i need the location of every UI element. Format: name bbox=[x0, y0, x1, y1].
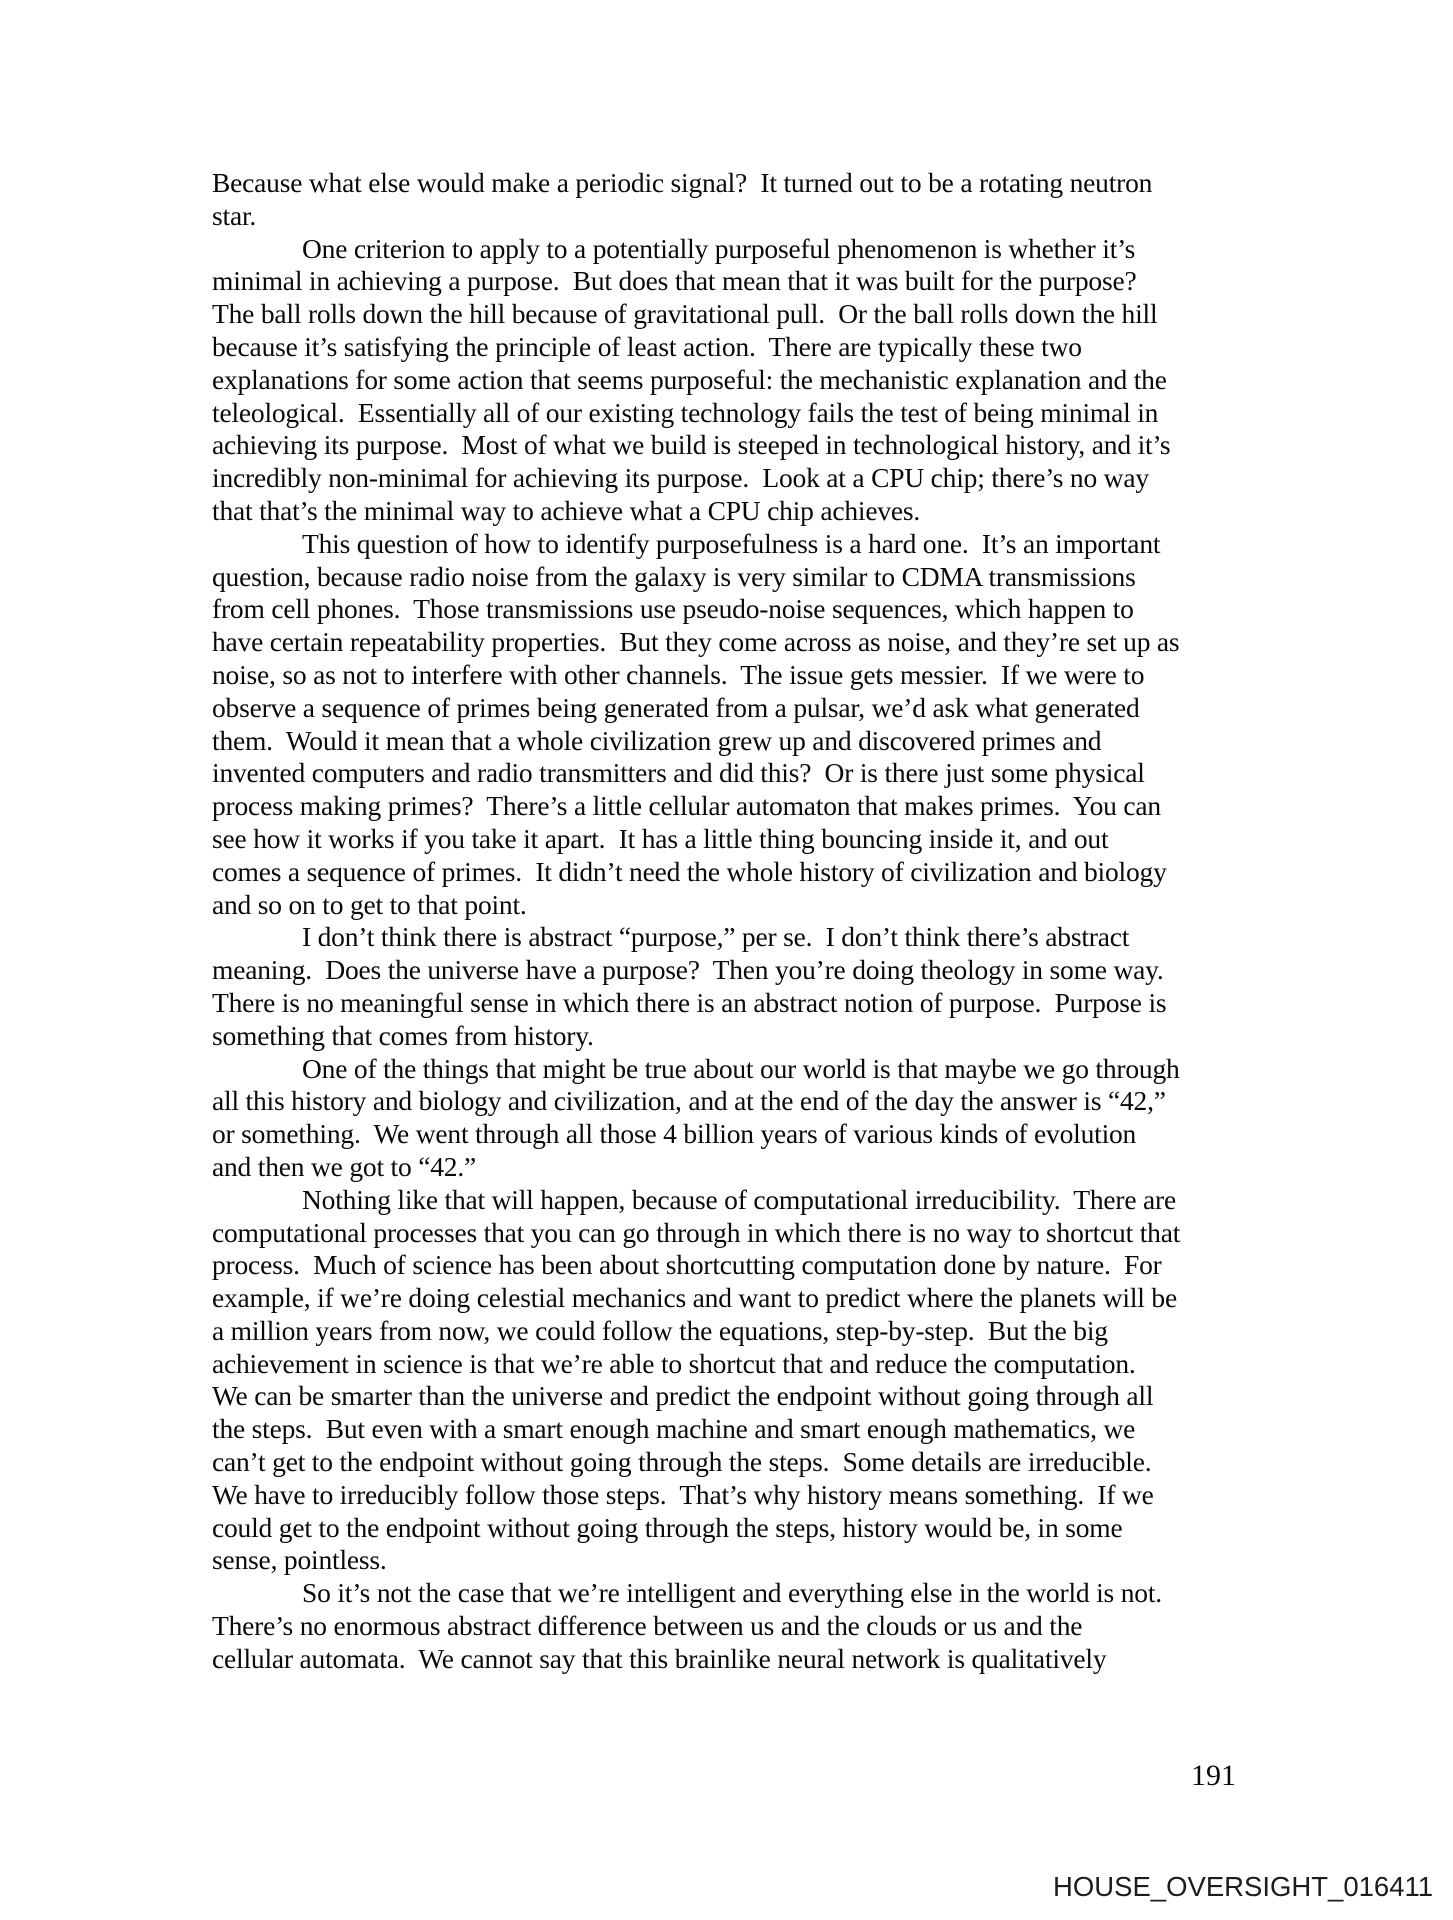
text-line: There’s no enormous abstract difference between us and the clouds or us and the bbox=[212, 1610, 1083, 1642]
text-line: something that comes from history. bbox=[212, 1019, 594, 1051]
text-line: star. bbox=[212, 199, 257, 231]
text-line: Because what else would make a periodic signal? It turned out to be a rotating neutron bbox=[212, 167, 1153, 198]
text-line: process making primes? There’s a little cellular automaton that makes primes. You can bbox=[212, 790, 1161, 822]
text-line: or something. We went through all those 4 billion years of various kinds of evolution bbox=[212, 1118, 1137, 1150]
text-line: them. Would it mean that a whole civilization grew up and discovered primes and bbox=[212, 724, 1102, 756]
text-line: The ball rolls down the hill because of gravitational pull. Or the ball rolls down the hill bbox=[212, 298, 1158, 330]
text-line: from cell phones. Those transmissions use pseudo-noise sequences, which happen to bbox=[212, 593, 1134, 625]
text-line: and then we got to “42.” bbox=[212, 1150, 477, 1182]
text-line: have certain repeatability properties. But they come across as noise, and they’re set up as bbox=[212, 626, 1180, 658]
text-line: explanations for some action that seems purposeful: the mechanistic explanation and the bbox=[212, 363, 1167, 395]
text-line: sense, pointless. bbox=[212, 1544, 387, 1576]
text-line: observe a sequence of primes being generated from a pulsar, we’d ask what generated bbox=[212, 691, 1140, 723]
text-line: achievement in science is that we’re able to shortcut that and reduce the computation. bbox=[212, 1347, 1136, 1379]
text-line: the steps. But even with a smart enough machine and smart enough mathematics, we bbox=[212, 1413, 1136, 1445]
text-line: incredibly non-minimal for achieving its purpose. Look at a CPU chip; there’s no way bbox=[212, 462, 1149, 494]
text-line: computational processes that you can go through in which there is no way to shortcut that bbox=[212, 1216, 1181, 1248]
text-line: can’t get to the endpoint without going through the steps. Some details are irreducible. bbox=[212, 1446, 1152, 1478]
text-line: minimal in achieving a purpose. But does that mean that it was built for the purpose? bbox=[212, 265, 1137, 297]
text-line: There is no meaningful sense in which there is an abstract notion of purpose. Purpose is bbox=[212, 986, 1167, 1018]
text-line: teleological. Essentially all of our existing technology fails the test of being minimal in bbox=[212, 396, 1159, 428]
text-line: process. Much of science has been about shortcutting computation done by nature. For bbox=[212, 1249, 1162, 1281]
text-line: comes a sequence of primes. It didn’t need the whole history of civilization and biology bbox=[212, 855, 1167, 887]
text-line: could get to the endpoint without going through the steps, history would be, in some bbox=[212, 1511, 1123, 1543]
text-line: example, if we’re doing celestial mechanics and want to predict where the planets will be bbox=[212, 1282, 1177, 1314]
page-number: 191 bbox=[1191, 1759, 1236, 1792]
text-line: One of the things that might be true about our world is that maybe we go through bbox=[302, 1052, 1180, 1084]
text-line: invented computers and radio transmitters and did this? Or is there just some physical bbox=[212, 757, 1145, 789]
text-line: because it’s satisfying the principle of least action. There are typically these two bbox=[212, 330, 1082, 362]
text-line: One criterion to apply to a potentially purposeful phenomenon is whether it’s bbox=[302, 232, 1136, 264]
text-line: This question of how to identify purposefulness is a hard one. It’s an important bbox=[302, 527, 1161, 559]
transcript-body bbox=[212, 167, 1180, 1676]
text-line: So it’s not the case that we’re intelligent and everything else in the world is not. bbox=[302, 1577, 1162, 1609]
text-line: and so on to get to that point. bbox=[212, 888, 527, 920]
text-line: that that’s the minimal way to achieve what a CPU chip achieves. bbox=[212, 494, 921, 526]
text-line: noise, so as not to interfere with other channels. The issue gets messier. If we were to bbox=[212, 658, 1145, 690]
text-line: We have to irreducibly follow those steps. That’s why history means something. If we bbox=[212, 1478, 1154, 1510]
text-line: all this history and biology and civilization, and at the end of the day the answer is “42,” bbox=[212, 1085, 1166, 1117]
text-line: a million years from now, we could follow the equations, step-by-step. But the big bbox=[212, 1314, 1108, 1346]
text-line: I don’t think there is abstract “purpose,” per se. I don’t think there’s abstract bbox=[302, 921, 1130, 953]
bates-stamp: HOUSE_OVERSIGHT_016411 bbox=[1053, 1871, 1434, 1902]
text-line: cellular automata. We cannot say that this brainlike neural network is qualitatively bbox=[212, 1642, 1107, 1674]
text-line: We can be smarter than the universe and predict the endpoint without going through all bbox=[212, 1380, 1154, 1412]
text-line: Nothing like that will happen, because of computational irreducibility. There are bbox=[302, 1183, 1177, 1215]
text-line: see how it works if you take it apart. It has a little thing bouncing inside it, and out bbox=[212, 822, 1109, 854]
text-line: question, because radio noise from the galaxy is very similar to CDMA transmissions bbox=[212, 560, 1136, 592]
text-line: meaning. Does the universe have a purpose? Then you’re doing theology in some way. bbox=[212, 954, 1164, 986]
text-line: achieving its purpose. Most of what we build is steeped in technological history, and it’s bbox=[212, 429, 1171, 461]
